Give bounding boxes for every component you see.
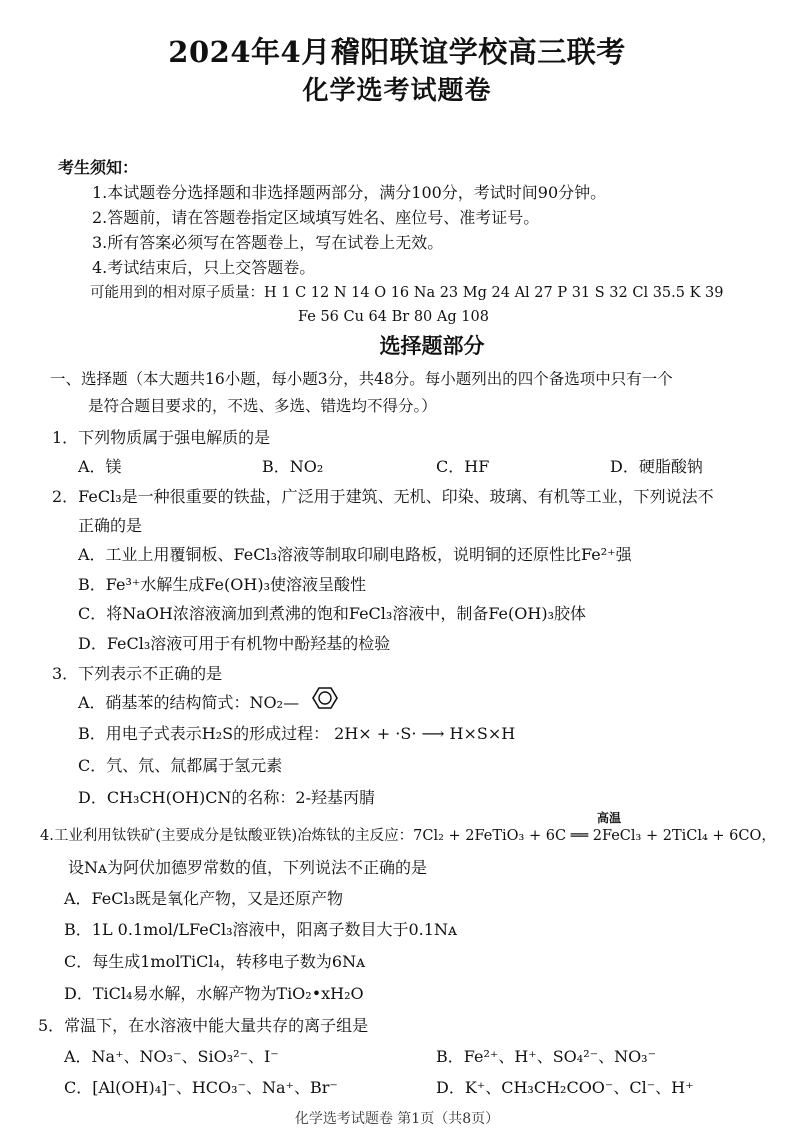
q1-stem: 1．下列物质属于强电解质的是 <box>52 428 271 447</box>
q3-stem: 3．下列表示不正确的是 <box>52 664 223 683</box>
q2-option-c: C．将NaOH浓溶液滴加到煮沸的饱和FeCl₃溶液中，制备Fe(OH)₃胶体 <box>78 604 586 623</box>
q3-option-b: B．用电子式表示H₂S的形成过程： 2H× + ·S· ⟶ H×S×H <box>78 724 516 743</box>
q5-option-d: D．K⁺、CH₃CH₂COO⁻、Cl⁻、H⁺ <box>436 1078 694 1097</box>
q4-stem-cont: 设Nᴀ为阿伏加德罗常数的值，下列说法不正确的是 <box>68 858 428 877</box>
benzene-ring-icon <box>304 685 344 711</box>
q2-stem-cont: 正确的是 <box>78 516 143 535</box>
part-instructions: 一、选择题（本大题共16小题，每小题3分，共48分。每小题列出的四个备选项中只有一个 <box>50 370 673 388</box>
q5-option-c: C．[Al(OH)₄]⁻、HCO₃⁻、Na⁺、Br⁻ <box>64 1078 338 1097</box>
section-title: 选择题部分 <box>379 333 485 358</box>
q4-option-a: A．FeCl₃既是氧化产物，又是还原产物 <box>64 889 344 908</box>
page-footer: 化学选考试题卷 第1页（共8页） <box>294 1111 500 1127</box>
q3-option-c: C．氕、氘、氚都属于氢元素 <box>78 756 283 775</box>
atomic-masses: 可能用到的相对原子质量：H 1 C 12 N 14 O 16 Na 23 Mg 24 Al 27 P 31 S 32 Cl 35.5 K 39 <box>90 285 724 301</box>
q2-option-a: A．工业上用覆铜板、FeCl₃溶液等制取印刷电路板，说明铜的还原性比Fe²⁺强 <box>78 545 632 564</box>
q1-option-c: C．HF <box>436 457 490 476</box>
exam-title: 2024年4月稽阳联谊学校高三联考 <box>168 35 626 69</box>
notice-item: 1.本试题卷分选择题和非选择题两部分，满分100分，考试时间90分钟。 <box>92 183 607 202</box>
q5-option-a: A．Na⁺、NO₃⁻、SiO₃²⁻、I⁻ <box>64 1047 279 1066</box>
exam-subtitle: 化学选考试题卷 <box>302 76 492 106</box>
q3-option-a: A．硝基苯的结构简式：NO₂— <box>78 693 300 712</box>
q1-option-a: A．镁 <box>78 457 122 476</box>
notice-heading: 考生须知： <box>58 158 139 177</box>
q3-option-d: D．CH₃CH(OH)CN的名称：2-羟基丙腈 <box>78 788 376 807</box>
q1-option-d: D．硬脂酸钠 <box>610 457 703 476</box>
q4-option-d: D．TiCl₄易水解，水解产物为TiO₂•xH₂O <box>64 984 364 1003</box>
atomic-masses-cont: Fe 56 Cu 64 Br 80 Ag 108 <box>298 309 489 325</box>
q2-option-d: D．FeCl₃溶液可用于有机物中酚羟基的检验 <box>78 634 391 653</box>
notice-item: 4.考试结束后，只上交答题卷。 <box>92 258 316 277</box>
q4-stem: 4.工业利用钛铁矿(主要成分是钛酸亚铁)冶炼钛的主反应：7Cl₂ + 2FeTiO₃ + 6C ══ 2FeCl₃ + 2TiCl₄ + 6CO， <box>40 828 776 844</box>
q2-option-b: B．Fe³⁺水解生成Fe(OH)₃使溶液呈酸性 <box>78 575 366 594</box>
q4-option-c: C．每生成1molTiCl₄，转移电子数为6Nᴀ <box>64 952 366 971</box>
notice-item: 2.答题前，请在答题卷指定区域填写姓名、座位号、准考证号。 <box>92 208 540 227</box>
q5-option-b: B．Fe²⁺、H⁺、SO₄²⁻、NO₃⁻ <box>436 1047 657 1066</box>
notice-item: 3.所有答案必须写在答题卷上，写在试卷上无效。 <box>92 233 444 252</box>
part-instructions-cont: 是符合题目要求的，不选、多选、错选均不得分。） <box>88 397 437 415</box>
reaction-condition: 高温 <box>597 811 622 825</box>
q1-option-b: B．NO₂ <box>262 457 324 476</box>
q2-stem: 2．FeCl₃是一种很重要的铁盐，广泛用于建筑、无机、印染、玻璃、有机等工业，下列说法不 <box>52 487 714 506</box>
q4-option-b: B．1L 0.1mol/LFeCl₃溶液中，阳离子数目大于0.1Nᴀ <box>64 920 457 939</box>
q5-stem: 5．常温下，在水溶液中能大量共存的离子组是 <box>38 1016 369 1035</box>
